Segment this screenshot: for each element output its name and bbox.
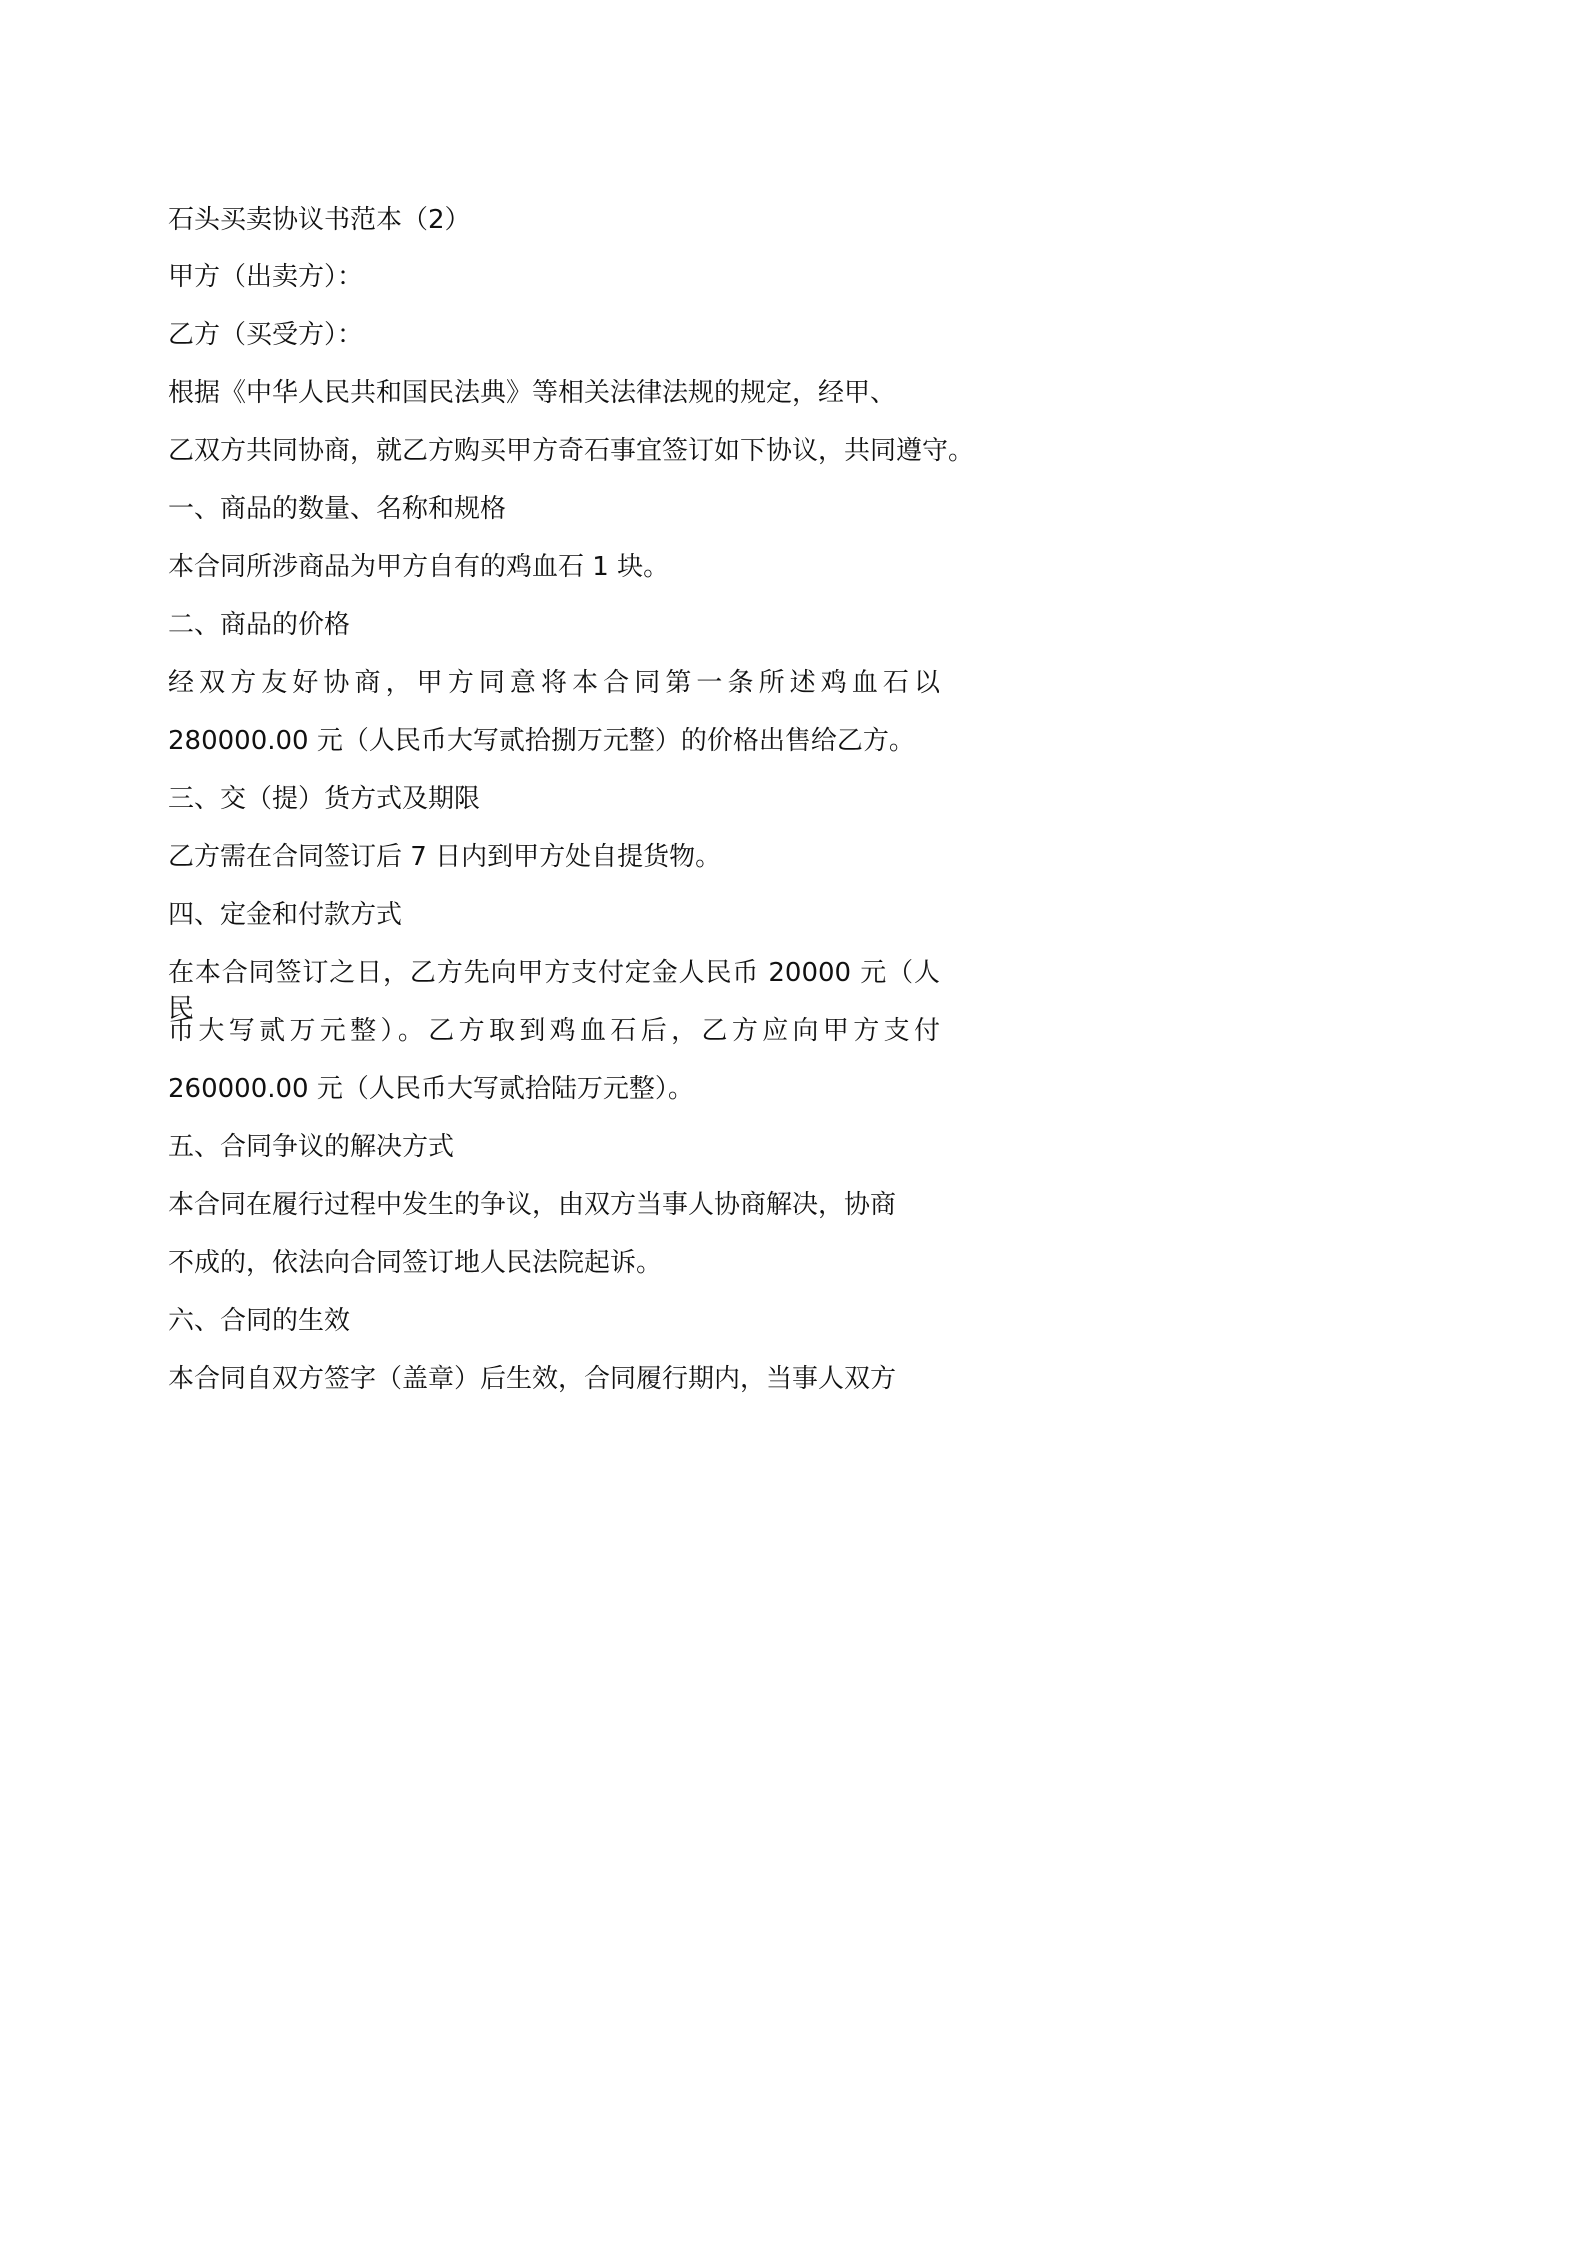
section-heading: 三、交（提）货方式及期限: [168, 784, 481, 814]
section-heading: 二、商品的价格: [168, 610, 351, 640]
document-page: [0, 0, 1108, 1568]
section-text: 本合同在履行过程中发生的争议，由双方当事人协商解决，协商: [168, 1190, 897, 1220]
section-heading: 五、合同争议的解决方式: [168, 1132, 455, 1162]
section-text: 本合同自双方签字（盖章）后生效，合同履行期内，当事人双方: [168, 1364, 897, 1394]
preamble-line: 乙双方共同协商，就乙方购买甲方奇石事宜签订如下协议，共同遵守。: [168, 436, 975, 466]
section-text: 乙方需在合同签订后 7 日内到甲方处自提货物。: [168, 842, 722, 872]
section-heading: 六、合同的生效: [168, 1306, 351, 1336]
party-b-label: 乙方（买受方）：: [168, 320, 364, 350]
section-heading: 一、商品的数量、名称和规格: [168, 494, 507, 524]
preamble-line: 根据《中华人民共和国民法典》等相关法律法规的规定，经甲、: [168, 378, 897, 408]
section-text: 在本合同签订之日，乙方先向甲方支付定金人民币 20000 元（人 民: [168, 958, 940, 1024]
party-a-label: 甲方（出卖方）：: [168, 262, 364, 292]
section-heading: 四、定金和付款方式: [168, 900, 403, 930]
section-text: 不成的，依法向合同签订地人民法院起诉。: [168, 1248, 663, 1278]
section-text: 本合同所涉商品为甲方自有的鸡血石 1 块。: [168, 552, 670, 582]
section-text: 经双方友好协商，甲方同意将本合同第一条所述鸡血石以: [168, 668, 940, 698]
section-text: 260000.00 元（人民币大写贰拾陆万元整）。: [168, 1074, 694, 1104]
section-text: 280000.00 元（人民币大写贰拾捌万元整）的价格出售给乙方。: [168, 726, 915, 756]
section-text: 币大写贰万元整）。乙方取到鸡血石后，乙方应向甲方支付: [168, 1016, 940, 1046]
document-title: 石头买卖协议书范本（2）: [168, 205, 471, 235]
